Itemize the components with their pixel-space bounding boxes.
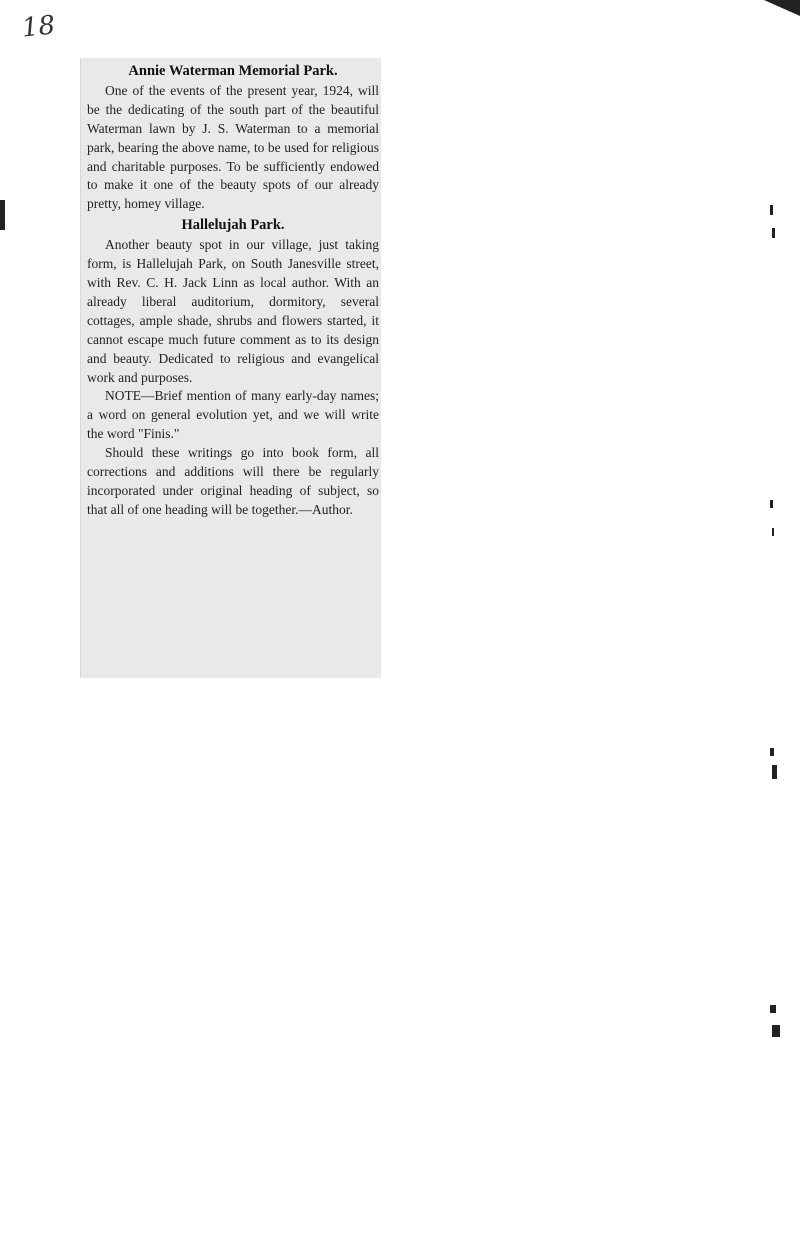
clipping-text [87,60,379,520]
edge-mark-right-5 [770,748,774,756]
paragraph-hallelujah-park: Another beauty spot in our village, just taking form, is Hallelujah Park, on South Janesville street, with Rev. C. H. Jack Linn as local author. With an already liberal auditorium, dormitory, several cottages, ample shade, shrubs and flowers started, it cannot escape much future comment as to its design and beauty. Dedicated to religious and evangelical work and purposes. [87,237,379,385]
page-number: 18 [20,10,57,44]
edge-mark-right-8 [772,1025,780,1037]
edge-mark-right-2 [772,228,775,238]
edge-mark-right-6 [772,765,777,779]
edge-mark-right-4 [772,528,774,536]
paragraph-annie-waterman: One of the events of the present year, 1924, will be the dedicating of the south part of the beautiful Waterman lawn by J. S. Waterman to a memorial park, bearing the above name, to be used for religious and charitable purposes. To be sufficiently endowed to make it one of the beauty spots of our already pretty, homey village. [87,82,379,212]
corner-mark [764,0,800,16]
paragraph-author: Should these writings go into book form, all corrections and additions will there be regularly incorporated under original heading of subject, so that all of one heading will be together.—Author. [87,445,379,517]
heading-hallelujah-park: Hallelujah Park. [181,217,285,234]
edge-mark-left [0,200,5,230]
newspaper-clipping [80,58,381,678]
edge-mark-right-3 [770,500,773,508]
edge-mark-right-7 [770,1005,776,1013]
paragraph-note: NOTE—Brief mention of many early-day names; a word on general evolution yet, and we will write the word "Finis." [87,388,379,442]
heading-annie-waterman: Annie Waterman Memorial Park. [128,63,338,79]
edge-mark-right-1 [770,205,773,215]
